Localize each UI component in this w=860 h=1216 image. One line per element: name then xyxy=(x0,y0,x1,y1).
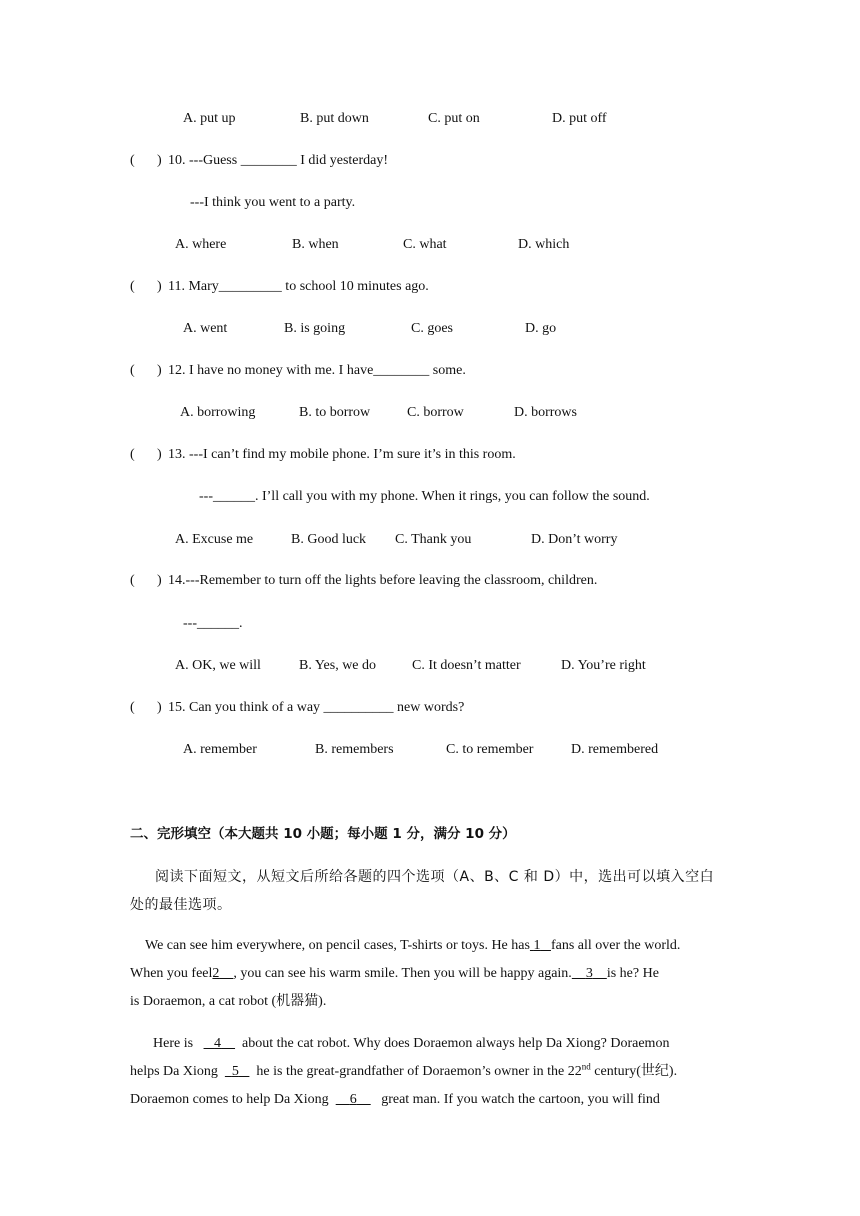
blank-1: 1 xyxy=(533,938,541,953)
section-heading: 二、完形填空（本大题共 10 小题；每小题 1 分，满分 10 分） xyxy=(130,826,516,842)
q13-paren-open: ( xyxy=(130,447,135,462)
q15-paren-close: ) xyxy=(157,700,162,715)
instruction-line-1: 阅读下面短文，从短文后所给各题的四个选项（A、B、C 和 D）中，选出可以填入空白 xyxy=(155,869,715,885)
q14-paren-close: ) xyxy=(157,573,162,588)
q11-paren-open: ( xyxy=(130,279,135,294)
blank-6: 6 xyxy=(349,1092,357,1107)
q10-option-a: A. where xyxy=(175,237,227,252)
q11-option-c: C. goes xyxy=(411,321,453,336)
passage-p1-line-2: When you feel2 , you can see his warm smile. Then you will be happy again. 3 is he? He xyxy=(130,966,659,981)
q13-paren-close: ) xyxy=(157,447,162,462)
q11-option-d: D. go xyxy=(525,321,557,336)
passage-p1-line-3: is Doraemon, a cat robot (机器猫). xyxy=(130,994,327,1009)
q14-option-c: C. It doesn’t matter xyxy=(412,658,521,673)
q10-option-d: D. which xyxy=(518,237,570,252)
blank-5: 5 xyxy=(231,1064,239,1079)
blank-2: 2 xyxy=(212,966,220,981)
q13-option-b: B. Good luck xyxy=(291,532,367,547)
blank-3: 3 xyxy=(585,966,593,981)
q9-option-a: A. put up xyxy=(183,111,236,126)
q14-paren-open: ( xyxy=(130,573,135,588)
q13-option-c: C. Thank you xyxy=(395,532,472,547)
q13-option-d: D. Don’t worry xyxy=(531,532,618,547)
q12-paren-close: ) xyxy=(157,363,162,378)
q10-reply: ---I think you went to a party. xyxy=(190,195,356,210)
q12-option-d: D. borrows xyxy=(514,405,577,420)
q11-option-b: B. is going xyxy=(284,321,346,336)
q9-option-b: B. put down xyxy=(300,111,369,126)
q13-option-a: A. Excuse me xyxy=(175,532,254,547)
q15-paren-open: ( xyxy=(130,700,135,715)
q15-stem: 15. Can you think of a way __________ new words? xyxy=(168,700,465,715)
q12-option-c: C. borrow xyxy=(407,405,464,420)
q14-option-a: A. OK, we will xyxy=(175,658,261,673)
q10-paren-close: ) xyxy=(157,153,162,168)
q9-option-c: C. put on xyxy=(428,111,480,126)
instruction-line-2: 处的最佳选项。 xyxy=(130,897,232,913)
q12-option-b: B. to borrow xyxy=(299,405,371,420)
q14-option-d: D. You’re right xyxy=(561,658,646,673)
q11-paren-close: ) xyxy=(157,279,162,294)
q9-option-d: D. put off xyxy=(552,111,607,126)
q10-option-b: B. when xyxy=(292,237,339,252)
passage-p1-line-1: We can see him everywhere, on pencil cases, T-shirts or toys. He has 1 fans all over the world. xyxy=(145,938,681,953)
q15-option-b: B. remembers xyxy=(315,742,394,757)
q11-stem: 11. Mary_________ to school 10 minutes ago. xyxy=(168,279,429,294)
q13-reply: ---______. I’ll call you with my phone. When it rings, you can follow the sound. xyxy=(199,489,650,504)
q12-stem: 12. I have no money with me. I have________ some. xyxy=(168,363,466,378)
passage-p2-line-2: helps Da Xiong 5 he is the great-grandfather of Doraemon’s owner in the 22nd century(世纪). xyxy=(130,1061,678,1079)
passage-p2-line-1: Here is 4 about the cat robot. Why does Doraemon always help Da Xiong? Doraemon xyxy=(153,1036,670,1051)
q12-paren-open: ( xyxy=(130,363,135,378)
q15-option-c: C. to remember xyxy=(446,742,534,757)
q14-option-b: B. Yes, we do xyxy=(299,658,377,673)
q10-option-c: C. what xyxy=(403,237,447,252)
blank-4: 4 xyxy=(214,1036,222,1051)
q15-option-a: A. remember xyxy=(183,742,257,757)
passage-p2-line-3: Doraemon comes to help Da Xiong 6 great man. If you watch the cartoon, you will find xyxy=(130,1092,660,1107)
q14-reply: ---______. xyxy=(183,616,243,631)
q12-option-a: A. borrowing xyxy=(180,405,256,420)
q15-option-d: D. remembered xyxy=(571,742,659,757)
q13-stem: 13. ---I can’t find my mobile phone. I’m sure it’s in this room. xyxy=(168,447,516,462)
q10-stem: 10. ---Guess ________ I did yesterday! xyxy=(168,153,389,168)
q14-stem: 14.---Remember to turn off the lights before leaving the classroom, children. xyxy=(168,573,598,588)
q10-paren-open: ( xyxy=(130,153,135,168)
q11-option-a: A. went xyxy=(183,321,228,336)
